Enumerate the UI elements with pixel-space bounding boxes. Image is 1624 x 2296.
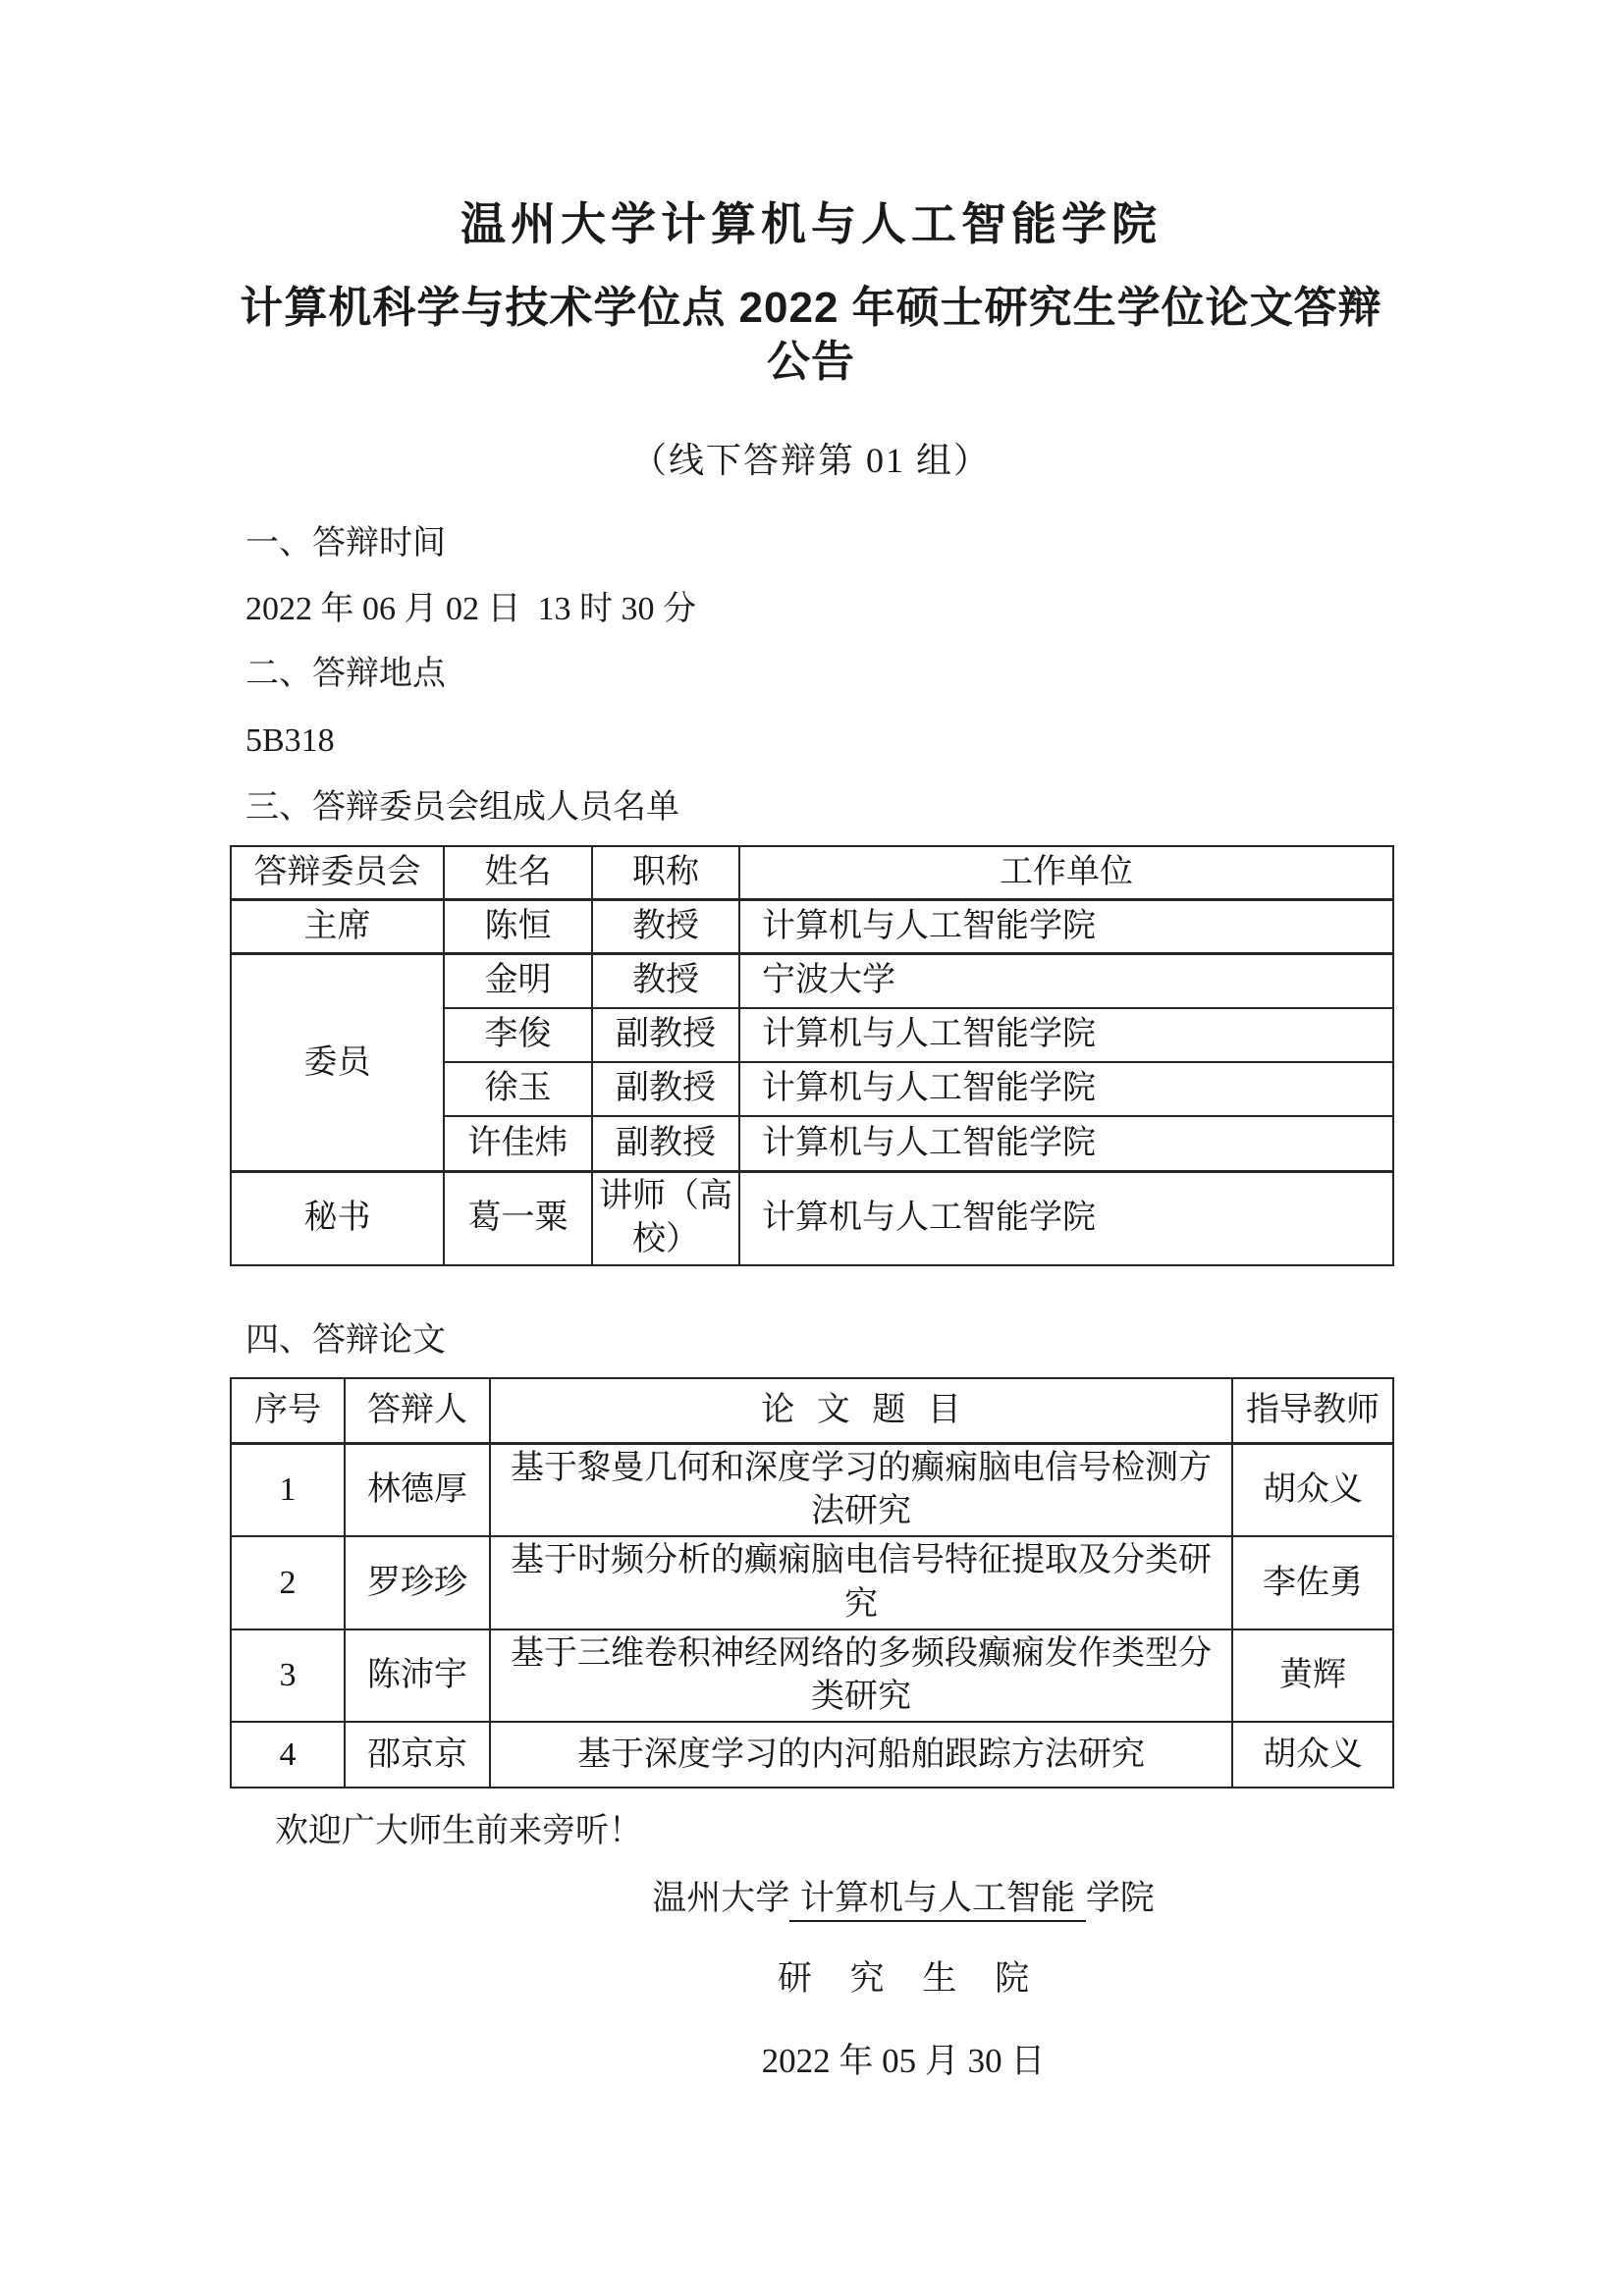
thesis-defender: 邵京京 <box>345 1722 490 1788</box>
thesis-advisor: 胡众义 <box>1232 1444 1393 1537</box>
member-unit: 宁波大学 <box>739 954 1393 1008</box>
thesis-advisor: 黄辉 <box>1232 1629 1393 1722</box>
committee-table <box>230 845 1394 1266</box>
signature-college-underlined: 计算机与人工智能 <box>789 1879 1086 1922</box>
document-title-line1: 温州大学计算机与人工智能学院 <box>460 198 1162 249</box>
table-row <box>231 1172 1393 1265</box>
thesis-defender: 陈沛宇 <box>345 1629 490 1722</box>
committee-table-header-row <box>231 846 1393 900</box>
thesis-header-title: 论 文 题 目 <box>490 1378 1232 1444</box>
member-title: 讲师（高校） <box>592 1172 739 1265</box>
thesis-no: 4 <box>231 1722 345 1788</box>
table-row <box>231 1722 1393 1788</box>
committee-role-secretary: 秘书 <box>231 1172 444 1265</box>
table-row <box>231 1444 1393 1537</box>
signature-issuer-line <box>648 1877 1159 1920</box>
member-title: 副教授 <box>592 1062 739 1116</box>
member-unit: 计算机与人工智能学院 <box>739 1008 1393 1062</box>
thesis-header-advisor: 指导教师 <box>1232 1378 1393 1444</box>
thesis-title: 基于三维卷积神经网络的多频段癫痫发作类型分类研究 <box>490 1629 1232 1722</box>
committee-role-members: 委员 <box>231 954 444 1172</box>
section-2-heading-defense-location: 二、答辩地点 <box>245 655 446 692</box>
thesis-title: 基于深度学习的内河船舶跟踪方法研究 <box>490 1722 1232 1788</box>
defense-time-value: 2022 年 06 月 02 日 13 时 30 分 <box>245 590 696 627</box>
section-4-heading-defense-theses: 四、答辩论文 <box>245 1321 446 1359</box>
thesis-table <box>230 1377 1394 1789</box>
table-row <box>231 900 1393 954</box>
closing-welcome-line: 欢迎广大师生前来旁听！ <box>275 1813 642 1850</box>
thesis-no: 1 <box>231 1444 345 1537</box>
member-title: 副教授 <box>592 1008 739 1062</box>
section-1-heading-defense-time: 一、答辩时间 <box>245 524 446 561</box>
committee-header-name: 姓名 <box>444 846 592 900</box>
table-row <box>231 1629 1393 1722</box>
member-name: 李俊 <box>444 1008 592 1062</box>
signature-college-suffix: 学院 <box>1085 1879 1155 1918</box>
table-row <box>231 1536 1393 1629</box>
section-3-heading-committee-list: 三、答辩委员会组成人员名单 <box>245 788 679 826</box>
thesis-title: 基于黎曼几何和深度学习的癫痫脑电信号检测方法研究 <box>490 1444 1232 1537</box>
member-title: 教授 <box>592 900 739 954</box>
defense-location-value: 5B318 <box>245 721 335 759</box>
signature-graduate-school: 研 究 生 院 <box>777 1959 1030 1999</box>
member-name: 金明 <box>444 954 592 1008</box>
member-name: 葛一粟 <box>444 1172 592 1265</box>
signature-university: 温州大学 <box>652 1879 790 1918</box>
thesis-defender: 林德厚 <box>345 1444 490 1537</box>
thesis-no: 3 <box>231 1629 345 1722</box>
member-unit: 计算机与人工智能学院 <box>739 1116 1393 1172</box>
document-subtitle-group: （线下答辩第 01 组） <box>630 440 991 480</box>
document-content <box>0 196 1624 2083</box>
committee-role-chair: 主席 <box>231 900 444 954</box>
member-name: 徐玉 <box>444 1062 592 1116</box>
committee-header-role: 答辩委员会 <box>231 846 444 900</box>
member-title: 副教授 <box>592 1116 739 1172</box>
committee-header-unit: 工作单位 <box>739 846 1393 900</box>
thesis-no: 2 <box>231 1536 345 1629</box>
signature-block <box>648 1877 1159 2083</box>
thesis-title: 基于时频分析的癫痫脑电信号特征提取及分类研究 <box>490 1536 1232 1629</box>
document-title-line2: 计算机科学与技术学位点 2022 年硕士研究生学位论文答辩公告 <box>240 283 1382 386</box>
thesis-table-header-row <box>231 1378 1393 1444</box>
table-row <box>231 954 1393 1008</box>
thesis-defender: 罗珍珍 <box>345 1536 490 1629</box>
member-unit: 计算机与人工智能学院 <box>739 1172 1393 1265</box>
thesis-advisor: 胡众义 <box>1232 1722 1393 1788</box>
thesis-header-no: 序号 <box>231 1378 345 1444</box>
member-unit: 计算机与人工智能学院 <box>739 900 1393 954</box>
thesis-header-defender: 答辩人 <box>345 1378 490 1444</box>
committee-header-title: 职称 <box>592 846 739 900</box>
member-name: 陈恒 <box>444 900 592 954</box>
thesis-advisor: 李佐勇 <box>1232 1536 1393 1629</box>
member-unit: 计算机与人工智能学院 <box>739 1062 1393 1116</box>
member-title: 教授 <box>592 954 739 1008</box>
signature-date: 2022 年 05 月 30 日 <box>761 2042 1046 2081</box>
member-name: 许佳炜 <box>444 1116 592 1172</box>
